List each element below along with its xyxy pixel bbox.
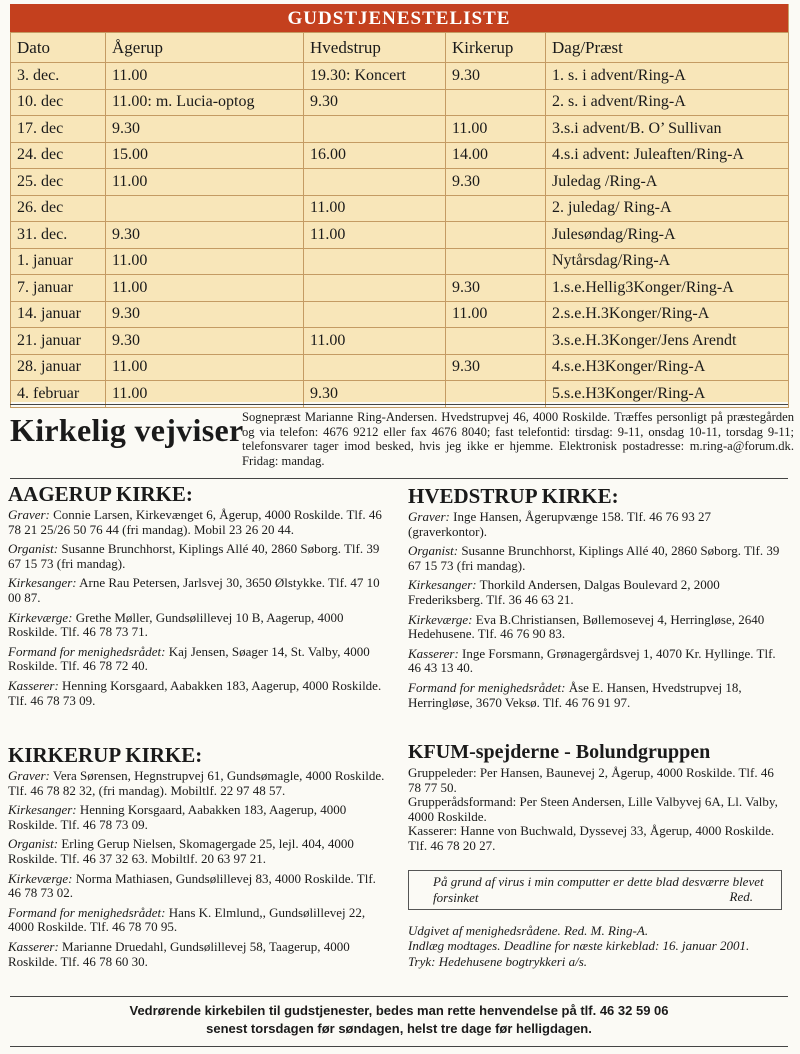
cell-day-priest: Julesøndag/Ring-A bbox=[546, 222, 789, 249]
priest-info: Sognepræst Marianne Ring-Andersen. Hvedstrupvej 46, 4000 Roskilde. Træffes personligt på præstegården og via telefon: 4676 9212 eller fax 4676 8040; fast telefontid: tirsdag: 9-11, onsdag 10-11, torsdag 9-11; telefonsvarer tager imod besked, hvis jeg ikke er hjemme. Elektronisk postadresse: m.ring-a@forum.dk. Fridag: mandag. bbox=[242, 410, 794, 468]
col-header-agerup: Ågerup bbox=[106, 33, 304, 63]
contact-role: Graver: bbox=[408, 509, 450, 524]
cell-date: 28. januar bbox=[11, 354, 106, 381]
cell-kirkerup bbox=[446, 89, 546, 116]
hvedstrup-entries bbox=[408, 510, 784, 710]
cell-agerup: 11.00 bbox=[106, 275, 304, 302]
cell-date: 31. dec. bbox=[11, 222, 106, 249]
cell-day-priest: 4.s.e.H3Konger/Ring-A bbox=[546, 354, 789, 381]
divider bbox=[10, 1046, 788, 1047]
contact-details: Inge Forsmann, Grønagergårdsvej 1, 4070 Kr. Hyllinge. Tlf. 46 43 13 40. bbox=[408, 645, 776, 676]
schedule-title: GUDSTJENESTELISTE bbox=[10, 4, 788, 32]
schedule-row bbox=[11, 169, 789, 196]
cell-date: 4. februar bbox=[11, 381, 106, 408]
cell-agerup: 11.00 bbox=[106, 169, 304, 196]
contact-role: Kasserer: bbox=[8, 938, 59, 954]
contact-role: Graver: bbox=[8, 507, 50, 522]
contact-details: Eva B.Christiansen, Bøllemosevej 4, Herringløse, 2640 Hedehusene. Tlf. 46 76 90 83. bbox=[408, 611, 765, 642]
cell-date: 3. dec. bbox=[11, 63, 106, 90]
contact-entry bbox=[8, 940, 392, 969]
schedule-row bbox=[11, 116, 789, 143]
contact-entry bbox=[8, 508, 392, 537]
cell-agerup bbox=[106, 195, 304, 222]
cell-kirkerup: 9.30 bbox=[446, 63, 546, 90]
contact-role: Kirkesanger: bbox=[8, 802, 77, 818]
kirkerup-title: KIRKERUP KIRKE: bbox=[8, 743, 203, 767]
cell-kirkerup: 11.00 bbox=[446, 116, 546, 143]
contact-details: Erling Gerup Nielsen, Skomagergade 25, lejl. 404, 4000 Roskilde. Tlf. 46 37 32 63. Mobiltlf. 20 63 97 21. bbox=[8, 836, 354, 866]
kirkerup-entries bbox=[8, 769, 392, 969]
contact-details: Connie Larsen, Kirkevænget 6, Ågerup, 4000 Roskilde. Tlf. 46 78 21 25/26 50 76 44 (fri mandag). Mobil 23 26 20 44. bbox=[8, 507, 382, 537]
notice-text: På grund af virus i min computter er dette blad desværre blevet forsinket bbox=[433, 874, 764, 905]
cell-day-priest: 5.s.e.H3Konger/Ring-A bbox=[546, 381, 789, 408]
contact-entry bbox=[8, 872, 392, 901]
cell-kirkerup bbox=[446, 248, 546, 275]
colophon-line: Indlæg modtages. Deadline for næste kirkeblad: 16. januar 2001. bbox=[408, 937, 750, 953]
cell-kirkerup: 9.30 bbox=[446, 275, 546, 302]
cell-hvedstrup bbox=[304, 275, 446, 302]
cell-hvedstrup: 16.00 bbox=[304, 142, 446, 169]
cell-agerup: 11.00 bbox=[106, 354, 304, 381]
cell-day-priest: 1.s.e.Hellig3Konger/Ring-A bbox=[546, 275, 789, 302]
footer-line: Vedrørende kirkebilen til gudstjenester, bedes man rette henvendelse på tlf. 46 32 59 06 bbox=[129, 1003, 669, 1018]
cell-day-priest: Juledag /Ring-A bbox=[546, 169, 789, 196]
contact-role: Kirkeværge: bbox=[408, 611, 473, 627]
contact-entry bbox=[8, 769, 392, 798]
schedule-body bbox=[11, 63, 789, 408]
kirkerup-section bbox=[8, 743, 392, 974]
footer-line: senest torsdagen før søndagen, helst tre dage før helligdagen. bbox=[206, 1021, 592, 1036]
contact-role: Kasserer: bbox=[408, 645, 459, 661]
cell-day-priest: 3.s.i advent/B. O’ Sullivan bbox=[546, 116, 789, 143]
cell-agerup: 9.30 bbox=[106, 328, 304, 355]
cell-hvedstrup: 11.00 bbox=[304, 195, 446, 222]
delay-notice bbox=[408, 870, 782, 910]
contact-details: Susanne Brunchhorst, Kiplings Allé 40, 2860 Søborg. Tlf. 39 67 15 73 (fri mandag). bbox=[8, 541, 380, 571]
cell-kirkerup: 9.30 bbox=[446, 354, 546, 381]
cell-agerup: 15.00 bbox=[106, 142, 304, 169]
contact-entry bbox=[8, 837, 392, 866]
hvedstrup-section bbox=[408, 484, 784, 715]
contact-details: Hans K. Elmlund,, Gundsølillevej 22, 4000 Roskilde. Tlf. 46 78 70 95. bbox=[8, 904, 366, 935]
schedule-row bbox=[11, 89, 789, 116]
cell-agerup: 9.30 bbox=[106, 116, 304, 143]
contact-role: Kirkesanger: bbox=[8, 575, 77, 591]
cell-hvedstrup bbox=[304, 248, 446, 275]
cell-day-priest: 1. s. i advent/Ring-A bbox=[546, 63, 789, 90]
schedule-row bbox=[11, 222, 789, 249]
cell-date: 24. dec bbox=[11, 142, 106, 169]
cell-hvedstrup: 9.30 bbox=[304, 381, 446, 408]
contact-entry bbox=[408, 647, 784, 676]
contact-details: Susanne Brunchhorst, Kiplings Allé 40, 2860 Søborg. Tlf. 39 67 15 73 (fri mandag). bbox=[408, 543, 780, 573]
contact-role: Formand for menighedsrådet: bbox=[8, 904, 166, 920]
cell-day-priest: Nytårsdag/Ring-A bbox=[546, 248, 789, 275]
contact-details: Inge Hansen, Ågerupvænge 158. Tlf. 46 76 93 27 (graverkontor). bbox=[408, 509, 712, 539]
contact-entry bbox=[8, 906, 392, 935]
contact-entry bbox=[8, 679, 392, 708]
schedule-row bbox=[11, 63, 789, 90]
kfum-line: Grupperådsformand: Per Steen Andersen, Lille Valbyvej 6A, Ll. Valby, 4000 Roskilde. bbox=[408, 794, 778, 824]
cell-kirkerup bbox=[446, 328, 546, 355]
contact-role: Kirkesanger: bbox=[408, 577, 477, 593]
cell-date: 26. dec bbox=[11, 195, 106, 222]
cell-kirkerup bbox=[446, 195, 546, 222]
service-schedule bbox=[10, 4, 789, 402]
contact-entry bbox=[408, 544, 784, 573]
cell-hvedstrup bbox=[304, 354, 446, 381]
divider bbox=[10, 404, 788, 405]
contact-details: Marianne Druedahl, Gundsølillevej 58, Taagerup, 4000 Roskilde. Tlf. 46 78 60 30. bbox=[8, 938, 350, 969]
contact-role: Organist: bbox=[8, 541, 59, 557]
cell-agerup: 11.00 bbox=[106, 63, 304, 90]
cell-date: 17. dec bbox=[11, 116, 106, 143]
schedule-row bbox=[11, 195, 789, 222]
cell-agerup: 9.30 bbox=[106, 222, 304, 249]
aagerup-entries bbox=[8, 508, 392, 708]
church-directory-header bbox=[10, 410, 794, 476]
contact-entry bbox=[8, 611, 392, 640]
colophon-line: Udgivet af menighedsrådene. Red. M. Ring-A. bbox=[408, 923, 649, 938]
col-header-date: Dato bbox=[11, 33, 106, 63]
hvedstrup-title: HVEDSTRUP KIRKE: bbox=[408, 484, 619, 508]
cell-date: 10. dec bbox=[11, 89, 106, 116]
cell-hvedstrup: 9.30 bbox=[304, 89, 446, 116]
kfum-line: Gruppeleder: Per Hansen, Baunevej 2, Ågerup, 4000 Roskilde. Tlf. 46 78 77 50. bbox=[408, 765, 774, 795]
contact-entry bbox=[8, 645, 392, 674]
schedule-table bbox=[10, 32, 789, 408]
schedule-row bbox=[11, 328, 789, 355]
schedule-row bbox=[11, 301, 789, 328]
church-car-notice bbox=[10, 1002, 788, 1038]
cell-agerup: 11.00 bbox=[106, 248, 304, 275]
aagerup-title: AAGERUP KIRKE: bbox=[8, 482, 193, 506]
cell-kirkerup bbox=[446, 222, 546, 249]
contact-details: Norma Mathiasen, Gundsølillevej 83, 4000 Roskilde. Tlf. 46 78 73 02. bbox=[8, 870, 376, 901]
contact-entry bbox=[8, 576, 392, 605]
schedule-row bbox=[11, 142, 789, 169]
contact-details: Vera Sørensen, Hegnstrupvej 61, Gundsømagle, 4000 Roskilde. Tlf. 46 78 82 32, (fri mandag). Mobiltlf. 22 97 48 57. bbox=[8, 768, 385, 798]
col-header-kirkerup: Kirkerup bbox=[446, 33, 546, 63]
divider bbox=[10, 996, 788, 997]
kfum-line: Kasserer: Hanne von Buchwald, Dyssevej 33, Ågerup, 4000 Roskilde. Tlf. 46 78 20 27. bbox=[408, 823, 775, 853]
col-header-hvedstrup: Hvedstrup bbox=[304, 33, 446, 63]
colophon bbox=[408, 924, 784, 970]
cell-date: 1. januar bbox=[11, 248, 106, 275]
cell-kirkerup: 11.00 bbox=[446, 301, 546, 328]
contact-details: Kaj Jensen, Søager 14, St. Valby, 4000 Roskilde. Tlf. 46 78 72 40. bbox=[8, 643, 370, 674]
aagerup-section bbox=[8, 482, 392, 713]
cell-hvedstrup bbox=[304, 116, 446, 143]
kfum-title: KFUM-spejderne - Bolundgruppen bbox=[408, 741, 711, 763]
cell-day-priest: 2.s.e.H.3Konger/Ring-A bbox=[546, 301, 789, 328]
cell-day-priest: 4.s.i advent: Juleaften/Ring-A bbox=[546, 142, 789, 169]
cell-kirkerup: 14.00 bbox=[446, 142, 546, 169]
cell-day-priest: 3.s.e.H.3Konger/Jens Arendt bbox=[546, 328, 789, 355]
schedule-row bbox=[11, 354, 789, 381]
contact-details: Grethe Møller, Gundsølillevej 10 B, Aagerup, 4000 Roskilde. Tlf. 46 78 73 71. bbox=[8, 609, 344, 640]
cell-date: 14. januar bbox=[11, 301, 106, 328]
schedule-row bbox=[11, 248, 789, 275]
kfum-section bbox=[408, 740, 784, 854]
schedule-row bbox=[11, 275, 789, 302]
contact-role: Kasserer: bbox=[8, 677, 59, 693]
cell-hvedstrup: 19.30: Koncert bbox=[304, 63, 446, 90]
schedule-header-row bbox=[11, 33, 789, 63]
cell-day-priest: 2. juledag/ Ring-A bbox=[546, 195, 789, 222]
contact-role: Organist: bbox=[408, 543, 459, 559]
contact-details: Åse E. Hansen, Hvedstrupvej 18, Herringløse, 3670 Veksø. Tlf. 46 76 91 97. bbox=[408, 679, 742, 710]
cell-day-priest: 2. s. i advent/Ring-A bbox=[546, 89, 789, 116]
directory-title: Kirkelig vejviser bbox=[10, 412, 244, 448]
contact-entry bbox=[8, 803, 392, 832]
contact-details: Henning Korsgaard, Aabakken 183, Aagerup, 4000 Roskilde. Tlf. 46 78 73 09. bbox=[8, 802, 347, 832]
contact-entry bbox=[408, 613, 784, 642]
contact-role: Graver: bbox=[8, 768, 50, 783]
cell-hvedstrup bbox=[304, 169, 446, 196]
cell-hvedstrup: 11.00 bbox=[304, 222, 446, 249]
contact-details: Henning Korsgaard, Aabakken 183, Aagerup, 4000 Roskilde. Tlf. 46 78 73 09. bbox=[8, 677, 382, 708]
contact-entry bbox=[408, 681, 784, 710]
contact-role: Kirkeværge: bbox=[8, 870, 73, 886]
contact-entry bbox=[408, 510, 784, 539]
cell-date: 7. januar bbox=[11, 275, 106, 302]
col-header-day-priest: Dag/Præst bbox=[546, 33, 789, 63]
contact-details: Thorkild Andersen, Dalgas Boulevard 2, 2000 Frederiksberg. Tlf. 36 46 63 21. bbox=[408, 577, 720, 607]
cell-hvedstrup: 11.00 bbox=[304, 328, 446, 355]
cell-kirkerup: 9.30 bbox=[446, 169, 546, 196]
cell-hvedstrup bbox=[304, 301, 446, 328]
colophon-line: Tryk: Hedehusene bogtrykkeri a/s. bbox=[408, 954, 588, 970]
divider bbox=[10, 478, 788, 479]
notice-signature: Red. bbox=[729, 889, 753, 904]
contact-role: Formand for menighedsrådet: bbox=[8, 643, 166, 659]
cell-agerup: 11.00: m. Lucia-optog bbox=[106, 89, 304, 116]
contact-role: Organist: bbox=[8, 836, 59, 852]
cell-date: 21. januar bbox=[11, 328, 106, 355]
contact-entry bbox=[408, 578, 784, 607]
contact-entry bbox=[8, 542, 392, 571]
cell-agerup: 9.30 bbox=[106, 301, 304, 328]
cell-agerup: 11.00 bbox=[106, 381, 304, 408]
cell-date: 25. dec bbox=[11, 169, 106, 196]
contact-details: Arne Rau Petersen, Jarlsvej 30, 3650 Ølstykke. Tlf. 47 10 00 87. bbox=[8, 575, 380, 605]
contact-role: Formand for menighedsrådet: bbox=[408, 679, 566, 695]
contact-role: Kirkeværge: bbox=[8, 609, 73, 625]
